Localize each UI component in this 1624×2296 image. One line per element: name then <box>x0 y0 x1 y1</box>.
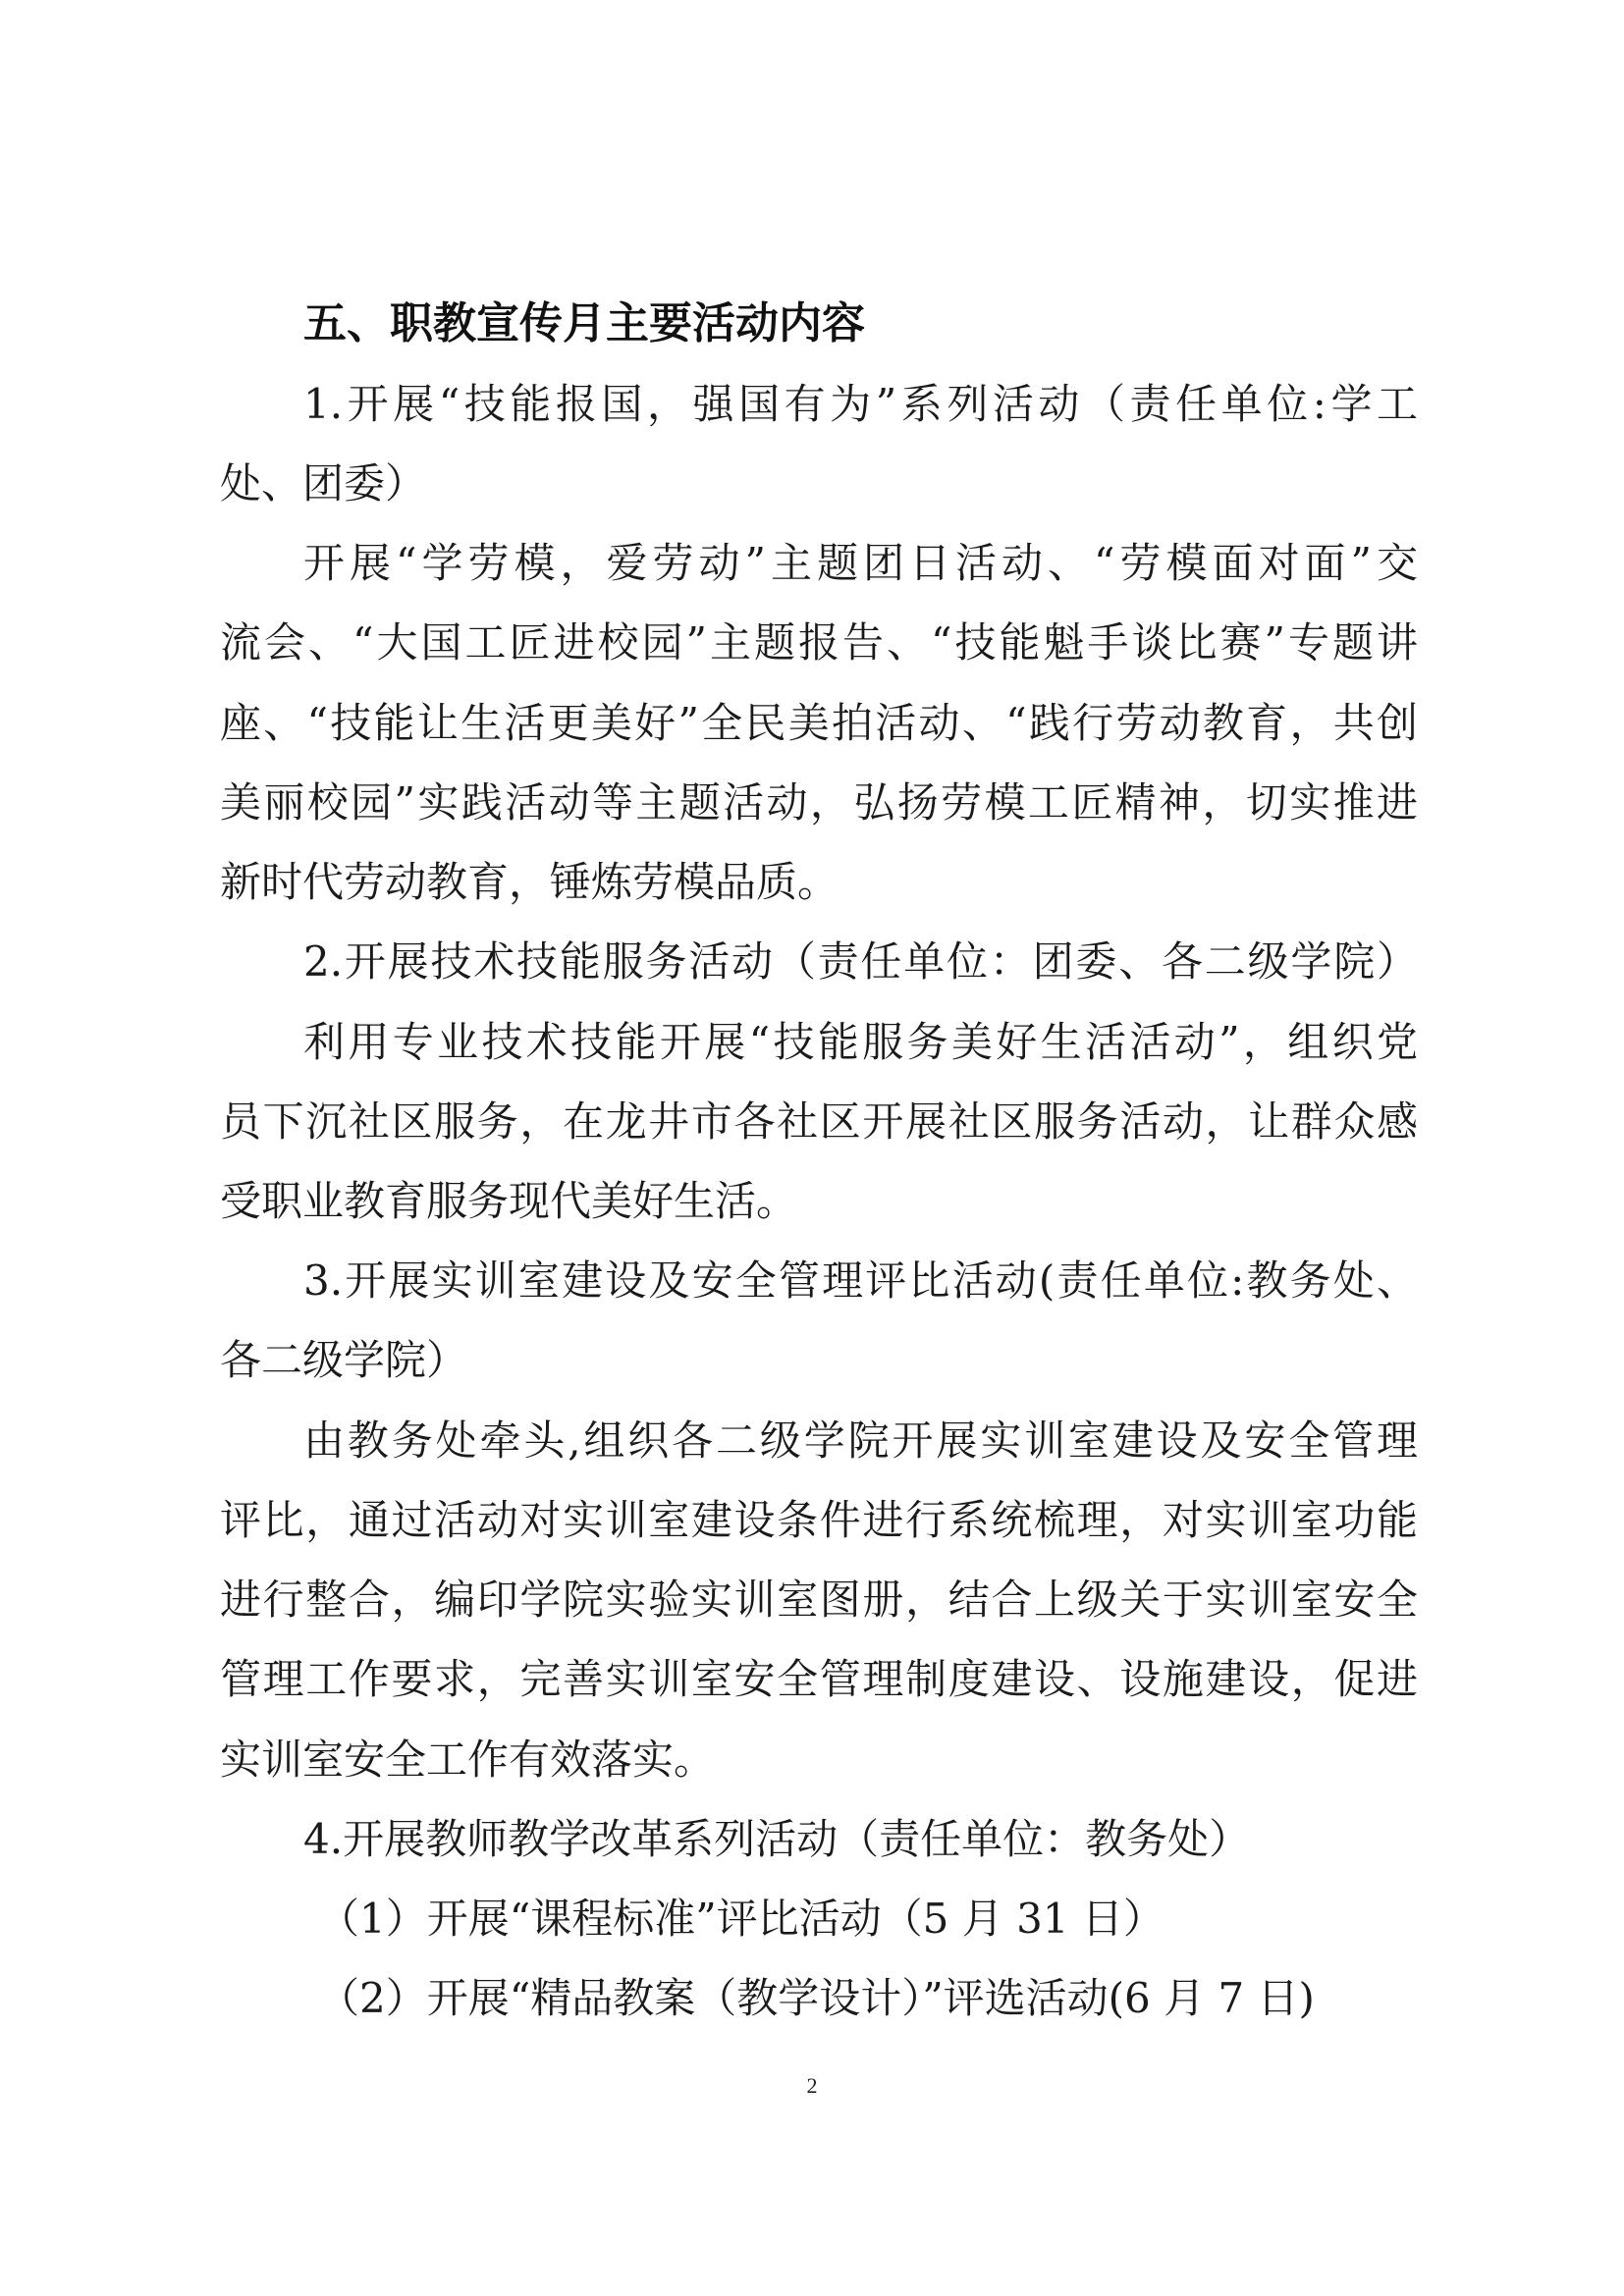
item-1-title: 1.开展“技能报国，强国有为”系列活动（责任单位:学工 <box>303 380 1418 428</box>
paragraph-line: 新时代劳动教育，锤炼劳模品质。 <box>220 858 839 906</box>
paragraph-line: 评比，通过活动对实训室建设条件进行系统梳理，对实训室功能 <box>220 1496 1418 1544</box>
sub-item-1: （1）开展“课程标准”评比活动（5 月 31 日） <box>318 1895 1164 1943</box>
paragraph-line: 座、“技能让生活更美好”全民美拍活动、“践行劳动教育，共创 <box>220 699 1418 747</box>
paragraph-line: 受职业教育服务现代美好生活。 <box>220 1177 798 1225</box>
item-3-title: 3.开展实训室建设及安全管理评比活动(责任单位:教务处、 <box>303 1256 1418 1305</box>
sub-item-2: （2）开展“精品教案（教学设计）”评选活动(6 月 7 日) <box>318 1974 1315 2022</box>
paragraph-line: 员下沉社区服务，在龙井市各社区开展社区服务活动，让群众感 <box>220 1097 1418 1146</box>
item-1-title-cont: 处、团委） <box>220 459 427 507</box>
item-4-title: 4.开展教师教学改革系列活动（责任单位：教务处） <box>303 1815 1251 1863</box>
page-number: 2 <box>806 2073 818 2098</box>
item-2-title: 2.开展技术技能服务活动（责任单位：团委、各二级学院） <box>303 937 1418 986</box>
item-3-title-cont: 各二级学院） <box>220 1336 468 1384</box>
paragraph-line: 实训室安全工作有效落实。 <box>220 1735 716 1784</box>
paragraph-line: 进行整合，编印学院实验实训室图册，结合上级关于实训室安全 <box>220 1575 1418 1624</box>
section-heading: 五、职教宣传月主要活动内容 <box>303 298 865 348</box>
paragraph-line: 管理工作要求，完善实训室安全管理制度建设、设施建设，促进 <box>220 1655 1418 1703</box>
paragraph-line: 由教务处牵头,组织各二级学院开展实训室建设及安全管理 <box>303 1416 1418 1465</box>
paragraph-line: 开展“学劳模，爱劳动”主题团日活动、“劳模面对面”交 <box>303 539 1418 587</box>
paragraph-line: 美丽校园”实践活动等主题活动，弘扬劳模工匠精神，切实推进 <box>220 778 1418 827</box>
paragraph-line: 流会、“大国工匠进校园”主题报告、“技能魁手谈比赛”专题讲 <box>220 618 1418 667</box>
paragraph-line: 利用专业技术技能开展“技能服务美好生活活动”，组织党 <box>303 1018 1418 1066</box>
